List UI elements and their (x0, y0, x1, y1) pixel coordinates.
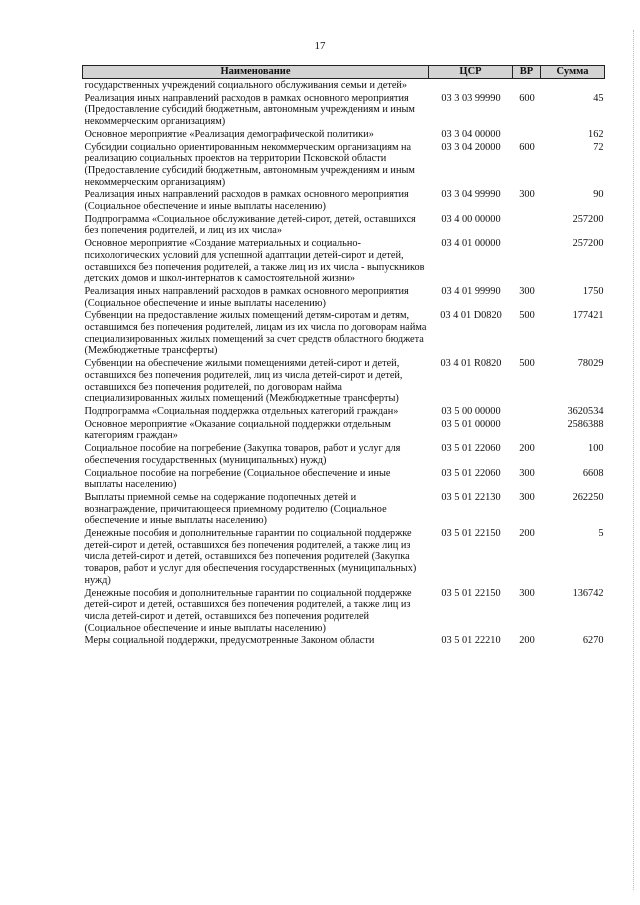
row-csr-code: 03 3 04 00000 (441, 128, 501, 140)
row-vr-code: 500 (519, 358, 535, 370)
row-name: Реализация иных направлений расходов в рамках основного мероприятия (Социальное обеспечение и иные выплаты населению) (84, 285, 409, 309)
row-name: Реализация иных направлений расходов в рамках основного мероприятия (Социальное обеспечение и иные выплаты населению) (84, 189, 409, 213)
row-sum: 6608 (582, 467, 604, 479)
row-vr-code: 300 (519, 491, 535, 503)
table-header-row (83, 66, 605, 79)
row-vr-code (513, 418, 541, 442)
row-vr-code: 300 (519, 285, 535, 297)
row-csr-code: 03 4 01 R0820 (440, 358, 502, 370)
header-name: Наименование (83, 66, 429, 79)
row-name: Денежные пособия и дополнительные гарантии по социальной поддержке детей-сирот и детей, оставшихся без попечения родителей, а также лиц из числа детей-сирот и детей, оставшихся без попечения родителей (Закупка товаров, работ и услуг для обеспечения государственных (муниципальных) нужд) (84, 528, 417, 586)
row-vr-code: 600 (519, 92, 535, 104)
header-csr: ЦСР (429, 66, 513, 79)
row-name: Денежные пособия и дополнительные гарантии по социальной поддержке детей-сирот и детей, оставшихся без попечения родителей, а также лиц из числа детей-сирот и детей, оставшихся без попечения родителей (Социальное обеспечение и иные выплаты населению) (84, 587, 412, 634)
table-row (83, 491, 605, 527)
row-vr-code (513, 79, 541, 92)
table-body (83, 79, 605, 648)
row-csr-code: 03 5 01 22150 (441, 528, 501, 540)
row-csr-code: 03 4 01 99990 (441, 285, 501, 297)
row-vr-code: 300 (519, 467, 535, 479)
row-sum: 2586388 (567, 418, 604, 430)
row-sum: 90 (593, 189, 604, 201)
row-sum: 78029 (577, 358, 604, 370)
row-csr-code: 03 3 04 99990 (441, 189, 501, 201)
row-name: Подпрограмма «Социальная поддержка отдельных категорий граждан» (84, 405, 399, 417)
table-row (83, 141, 605, 189)
row-sum: 257200 (572, 238, 604, 250)
table-row (83, 128, 605, 141)
row-name: Выплаты приемной семье на содержание подопечных детей и вознаграждение, причитающееся приемному родителю (Социальное обеспечение и иные выплаты населению) (84, 491, 387, 527)
row-vr-code: 600 (519, 141, 535, 153)
row-name: Подпрограмма «Социальное обслуживание детей-сирот, детей, оставшихся без попечения родителей, и лиц из их числа» (84, 213, 416, 237)
table-row (83, 442, 605, 466)
row-name: Основное мероприятие «Реализация демографической политики» (84, 128, 374, 140)
row-csr-code: 03 5 01 22150 (441, 587, 501, 599)
row-csr-code: 03 5 01 22210 (441, 635, 501, 647)
page-edge-divider (632, 30, 634, 890)
table-row (83, 634, 605, 647)
row-vr-code (513, 405, 541, 418)
row-csr-code: 03 3 04 20000 (441, 141, 501, 153)
row-vr-code: 200 (519, 635, 535, 647)
row-sum: 3620534 (567, 405, 604, 417)
table-row (83, 357, 605, 405)
row-sum: 1750 (582, 285, 604, 297)
row-sum: 72 (593, 141, 604, 153)
row-csr-code: 03 4 00 00000 (441, 213, 501, 225)
row-csr-code: 03 3 03 99990 (441, 92, 501, 104)
row-csr-code: 03 5 01 22060 (441, 467, 501, 479)
row-sum: 5 (598, 528, 604, 540)
row-vr-code: 500 (519, 310, 535, 322)
table-row (83, 213, 605, 237)
row-sum: 257200 (572, 213, 604, 225)
table-row (83, 587, 605, 635)
table-row (83, 92, 605, 128)
row-vr-code (513, 128, 541, 141)
table-row (83, 405, 605, 418)
row-csr-code: 03 5 00 00000 (441, 405, 501, 417)
row-vr-code: 200 (519, 528, 535, 540)
row-vr-code: 300 (519, 189, 535, 201)
row-vr-code: 200 (519, 443, 535, 455)
row-csr-code (429, 79, 513, 92)
row-csr-code: 03 5 01 22060 (441, 443, 501, 455)
row-sum: 6270 (582, 635, 604, 647)
table-row (83, 285, 605, 309)
row-name: Основное мероприятие «Создание материальных и социально-психологических условий для успешной адаптации детей-сирот и детей, оставшихся без попечения родителей, а также лиц из их числа - выпускников детских домов и школ-интернатов к самостоятельной жизни» (84, 238, 425, 285)
row-name: Субвенции на предоставление жилых помещений детям-сиротам и детям, оставшимся без попечения родителей, лицам из их числа по договорам найма специализированных жилых помещений за счет средств областного бюджета (Межбюджетные трансферты) (84, 310, 427, 357)
row-name: Реализация иных направлений расходов в рамках основного мероприятия (Предоставление субсидий бюджетным, автономным учреждениям и иным некоммерческим организациям) (84, 92, 415, 128)
table-row (83, 79, 605, 92)
row-name: Субсидии социально ориентированным некоммерческим организациям на реализацию социальных проектов на территории Псковской области (Предоставление субсидий бюджетным, автономным учреждениям и иным некоммерческим организациям) (84, 141, 415, 188)
row-vr-code (513, 213, 541, 237)
table-row (83, 527, 605, 587)
table-row (83, 309, 605, 357)
table-row (83, 418, 605, 442)
row-csr-code: 03 5 01 22130 (441, 491, 501, 503)
row-name: Социальное пособие на погребение (Закупка товаров, работ и услуг для обеспечения государственных (муниципальных) нужд) (84, 443, 401, 466)
row-name: Меры социальной поддержки, предусмотренные Законом области (84, 635, 375, 647)
row-vr-code (513, 237, 541, 285)
table-row (83, 467, 605, 491)
row-sum: 177421 (572, 310, 604, 322)
row-csr-code: 03 4 01 D0820 (440, 310, 502, 322)
budget-table (82, 65, 605, 647)
row-name: государственных учреждений социального обслуживания семьи и детей» (84, 80, 408, 91)
header-sum: Сумма (541, 66, 605, 79)
row-name: Социальное пособие на погребение (Социальное обеспечение и иные выплаты населению) (84, 467, 391, 491)
row-sum (541, 79, 605, 92)
row-name: Основное мероприятие «Оказание социальной поддержки отдельным категориям граждан» (84, 418, 391, 442)
table-row (83, 188, 605, 212)
row-sum: 45 (593, 92, 604, 104)
row-name: Субвенции на обеспечение жилыми помещениями детей-сирот и детей, оставшихся без попечения родителей, лиц из числа детей-сирот и детей, оставшихся без попечения родителей, по договорам найма специализированных жилых помещений (Межбюджетные трансферты) (84, 358, 403, 405)
header-vr: ВР (513, 66, 541, 79)
row-csr-code: 03 4 01 00000 (441, 238, 501, 250)
row-vr-code: 300 (519, 587, 535, 599)
row-csr-code: 03 5 01 00000 (441, 418, 501, 430)
table-row (83, 237, 605, 285)
row-sum: 162 (588, 128, 604, 140)
row-sum: 136742 (572, 587, 604, 599)
row-sum: 100 (588, 443, 604, 455)
page-number: 17 (314, 40, 326, 52)
row-sum: 262250 (572, 491, 604, 503)
